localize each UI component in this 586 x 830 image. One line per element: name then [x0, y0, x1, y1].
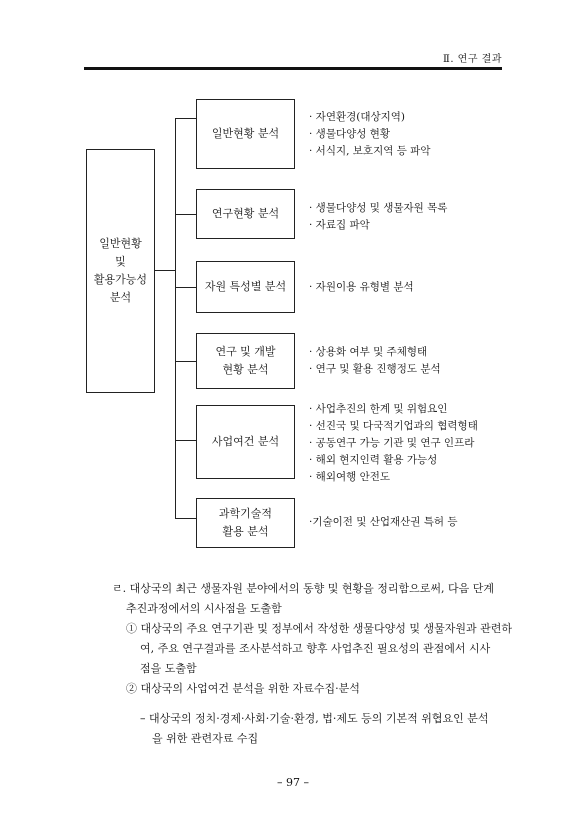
connector-trunk — [175, 118, 176, 518]
branch-box-sci-tech-use — [196, 498, 295, 548]
dash-item-line: 을 위한 관련자료 수집 — [152, 732, 259, 745]
branch-label: 과학기술적 — [218, 507, 273, 520]
connector-branch-4 — [175, 361, 196, 362]
branch-box-research-status — [196, 189, 295, 239]
branch-box-rnd-status — [196, 333, 295, 389]
branch-label: 일반현황 분석 — [211, 127, 280, 140]
connector-branch-6 — [175, 518, 196, 519]
dash-item-line: – 대상국의 정치·경제·사회·기술·환경, 법·제도 등의 기본적 위협요인 분석 — [140, 712, 489, 725]
bullet-item: · 생물다양성 및 생물자원 목록 — [309, 202, 448, 214]
root-line: 활용가능성 — [93, 273, 148, 286]
branch-label: 연구 및 개발 — [215, 345, 276, 358]
branch-label: 활용 분석 — [222, 525, 269, 538]
section-title: Ⅱ. 연구 결과 — [443, 54, 502, 65]
header-rule — [84, 67, 502, 70]
numbered-item-1-line: ① 대상국의 주요 연구기관 및 정부에서 작성한 생물다양성 및 생물자원과 관련하 — [126, 622, 512, 635]
numbered-item-2: ② 대상국의 사업여건 분석을 위한 자료수집·분석 — [126, 682, 360, 695]
connector-branch-5 — [175, 440, 196, 441]
page-number: – 97 – — [277, 776, 309, 789]
connector-branch-3 — [175, 287, 196, 288]
branch-box-general-status — [196, 99, 295, 169]
bullet-list-resource-type — [309, 279, 414, 296]
bullet-item: · 연구 및 활용 진행정도 분석 — [309, 363, 441, 375]
paragraph-line: ㄹ. 대상국의 최근 생물자원 분야에서의 동향 및 현황을 정리함으로써, 다음 단계 — [112, 582, 494, 595]
root-box — [86, 149, 155, 393]
bullet-item: · 자원이용 유형별 분석 — [309, 281, 414, 293]
bullet-item: · 해외 현지인력 활용 가능성 — [309, 454, 438, 466]
root-line: 분석 — [109, 291, 132, 304]
bullet-item: ·기술이전 및 산업재산권 특허 등 — [309, 516, 458, 528]
root-line: 일반현황 — [99, 237, 142, 250]
branch-label: 연구현황 분석 — [211, 207, 280, 220]
numbered-item-1-line: 점을 도출함 — [140, 662, 197, 675]
bullet-item: · 생물다양성 현황 — [309, 128, 391, 140]
bullet-item: · 서식지, 보호지역 등 파악 — [309, 145, 431, 157]
bullet-item: · 상용화 여부 및 주체형태 — [309, 346, 428, 358]
bullet-list-research-status — [309, 200, 447, 234]
bullet-list-business-conditions — [309, 401, 478, 486]
bullet-item: · 자연환경(대상지역) — [309, 111, 406, 123]
bullet-item: · 공동연구 가능 기관 및 연구 인프라 — [309, 437, 475, 449]
branch-label: 현황 분석 — [222, 363, 269, 376]
bullet-item: · 사업추진의 한계 및 위험요인 — [309, 403, 448, 415]
branch-box-business-conditions — [196, 405, 295, 479]
numbered-item-1-line: 여, 주요 연구결과를 조사분석하고 향후 사업추진 필요성의 관점에서 시사 — [140, 642, 491, 655]
branch-box-resource-type — [196, 261, 295, 313]
branch-label: 사업여건 분석 — [211, 435, 280, 448]
bullet-list-rnd-status — [309, 344, 441, 378]
connector-branch-2 — [175, 214, 196, 215]
connector-branch-1 — [175, 118, 196, 119]
root-line: 및 — [115, 255, 126, 268]
bullet-item: · 선진국 및 다국적기업과의 협력형태 — [309, 420, 478, 432]
connector-root — [155, 270, 175, 271]
paragraph-line: 추진과정에서의 시사점을 도출함 — [126, 602, 282, 615]
bullet-list-general-status — [309, 109, 430, 160]
bullet-item: · 해외여행 안전도 — [309, 471, 391, 483]
bullet-list-sci-tech-use — [309, 514, 458, 531]
bullet-item: · 자료집 파악 — [309, 219, 370, 231]
branch-label: 자원 특성별 분석 — [204, 280, 287, 293]
